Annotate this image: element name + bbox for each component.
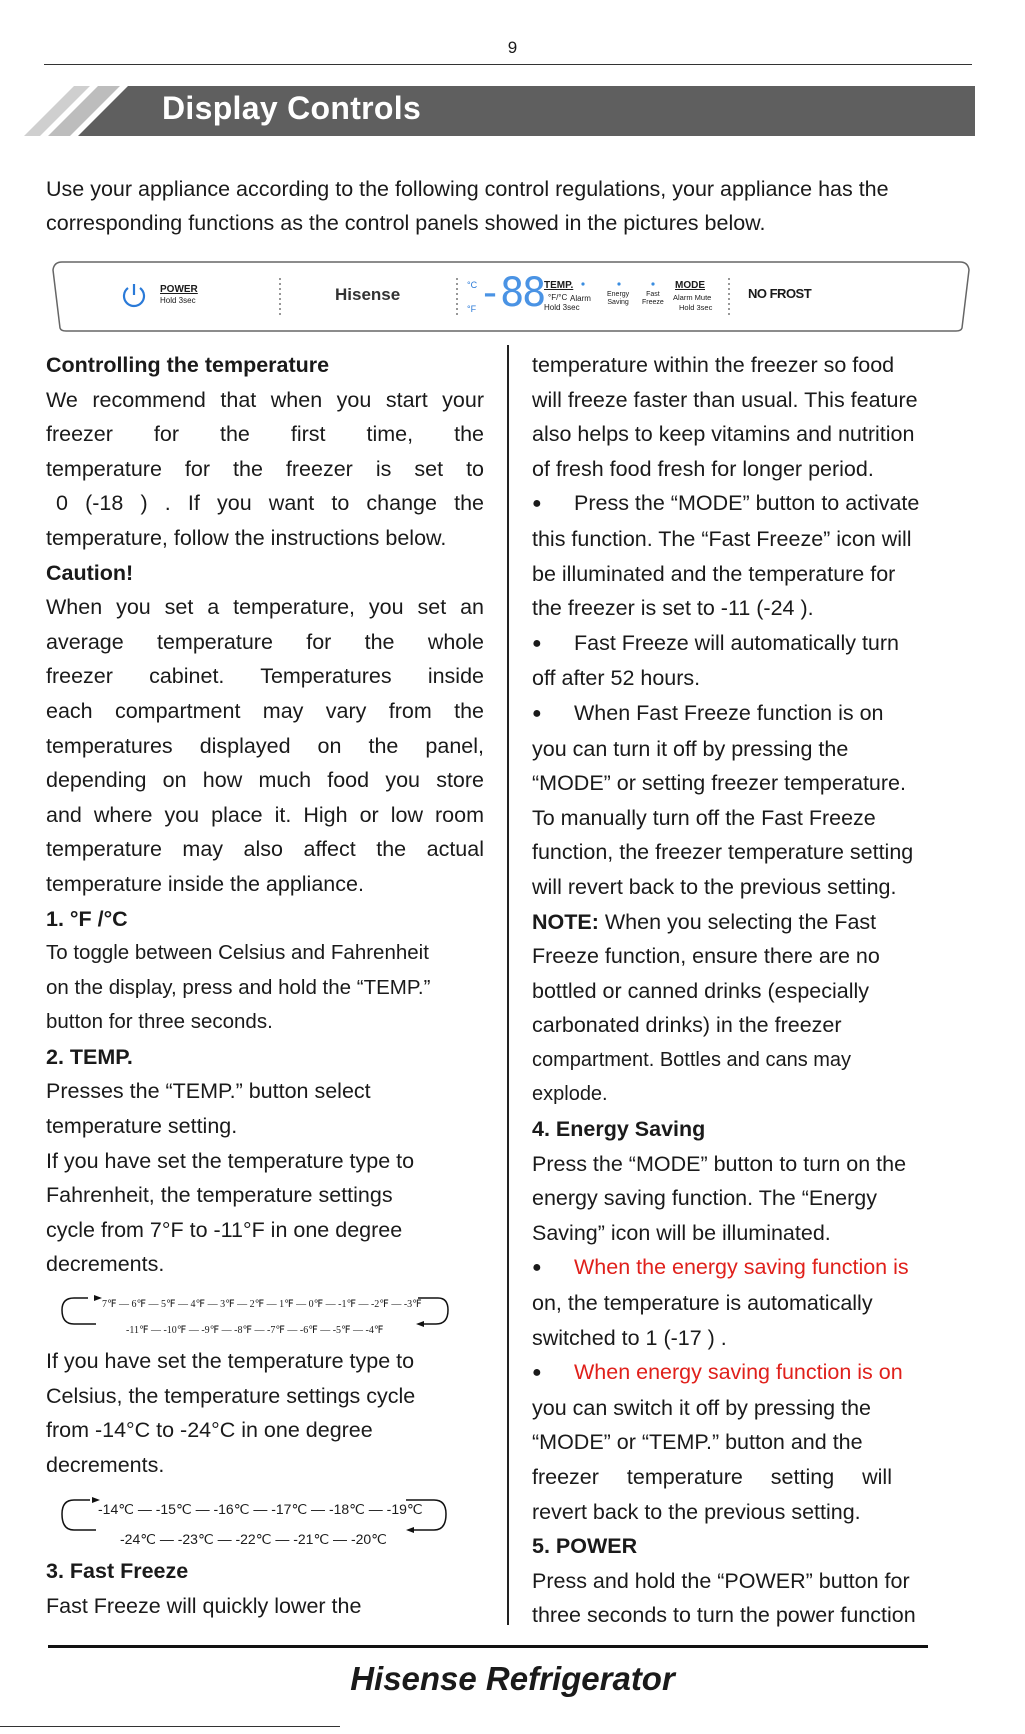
para-line: freezer cabinet. Temperatures inside (46, 664, 484, 689)
mode-label: MODE (675, 280, 705, 291)
para-line: this function. The “Fast Freeze” icon will (532, 526, 912, 551)
temp-units: °F/°C (548, 293, 568, 302)
celsius-cycle-diagram (46, 1482, 484, 1554)
para-line: switched to 1 (-17 ) . (532, 1325, 727, 1350)
para-line: temperature inside the appliance. (46, 871, 364, 896)
para-line: from -14°C to -24°C in one degree (46, 1418, 373, 1443)
para-line: Saving” icon will be illuminated. (532, 1220, 831, 1245)
page-number: 9 (507, 38, 518, 57)
para-line: Press and hold the “POWER” button for (532, 1568, 910, 1593)
para-line: each compartment may vary from the (46, 698, 484, 723)
bullet-item: ● When Fast Freeze function is on (532, 696, 974, 732)
intro-paragraph: Use your appliance according to the following control regulations, your appliance has the corresponding functions as the control panels showed in the pictures below. (46, 177, 889, 235)
unit-f: °F (467, 304, 477, 314)
para-line: you can switch it off by pressing the (532, 1395, 872, 1420)
para-line: off after 52 hours. (532, 666, 701, 691)
para-line: temperature, follow the instructions below. (46, 525, 447, 550)
celsius-bottom-row: -24℃ — -23℃ — -22℃ — -21℃ — -20℃ (120, 1531, 387, 1548)
power-hold: Hold 3sec (160, 296, 196, 305)
para-line: revert back to the previous setting. (532, 1499, 861, 1524)
para-line: When you set a temperature, you set an (46, 595, 484, 620)
para-line: carbonated drinks) in the freezer (532, 1013, 842, 1038)
bullet-icon: ● (532, 1259, 542, 1277)
heading-f-c: 1. °F /°C (46, 906, 128, 931)
heading-temp: 2. TEMP. (46, 1044, 133, 1069)
para-line: temperature setting. (46, 1114, 238, 1139)
mode-sub1: Alarm Mute (673, 293, 712, 302)
section-title: Display Controls (162, 90, 422, 126)
temp-hold: Hold 3sec (544, 303, 580, 312)
para-line: “MODE” or “TEMP.” button and the (532, 1430, 863, 1455)
bullet-icon: ● (532, 704, 542, 722)
para-line: on the display, press and hold the “TEMP.” (46, 975, 431, 999)
para-line: cycle from 7°F to -11°F in one degree (46, 1217, 403, 1242)
para-line: on, the temperature is automatically (532, 1291, 873, 1316)
para-line: 0 (-18 ) . If you want to change the (56, 491, 484, 516)
para-line: three seconds to turn the power function (532, 1603, 916, 1628)
fast-freeze-label: Fast Freeze (642, 291, 664, 306)
heading-energy-saving: 4. Energy Saving (532, 1117, 706, 1142)
para-line: “MODE” or setting freezer temperature. (532, 771, 906, 796)
para-line: bottled or canned drinks (especially (532, 978, 870, 1003)
para-line: temperature for the freezer is set to (46, 456, 484, 481)
digit-display: -88 (478, 270, 545, 316)
para-line: temperatures displayed on the panel, (46, 733, 484, 758)
para-line: temperature within the freezer so food (532, 353, 895, 377)
right-column (532, 348, 974, 1633)
para-line: of fresh food fresh for longer period. (532, 456, 874, 481)
para-line: average temperature for the whole (46, 629, 484, 654)
para-line: compartment. Bottles and cans may (532, 1048, 852, 1071)
para-line: button for three seconds. (46, 1010, 273, 1034)
bottom-rule (48, 1645, 928, 1648)
para-line: decrements. (46, 1452, 165, 1477)
para-line: If you have set the temperature type to (46, 1148, 415, 1173)
para-line: function, the freezer temperature setting (532, 840, 914, 865)
para-line: freezer for the first time, the (46, 422, 484, 447)
footer-brand: Hisense Refrigerator (350, 1660, 675, 1697)
bullet-icon: ● (532, 495, 542, 513)
bullet-item: ● Fast Freeze will automatically turn (532, 626, 974, 662)
fahrenheit-bottom-row: -11℉ — -10℉ — -9℉ — -8℉ — -7℉ — -6℉ — -5℉ — -4℉ (126, 1325, 384, 1337)
para-line: Presses the “TEMP.” button select (46, 1079, 371, 1104)
para-line: Press the “MODE” button to turn on the (532, 1151, 907, 1176)
nofrost-logo: NO FROST (748, 286, 812, 301)
para-line: the freezer is set to -11 (-24 ). (532, 596, 814, 621)
para-line: Celsius, the temperature settings cycle (46, 1383, 416, 1408)
fahrenheit-top-row: 7℉ — 6℉ — 5℉ — 4℉ — 3℉ — 2℉ — 1℉ — 0℉ — -1℉ — -2℉ — -3℉ (102, 1299, 422, 1311)
para-line: temperature may also affect the actual (46, 837, 484, 862)
para-line: explode. (532, 1083, 608, 1106)
bottom-edge-line (0, 1726, 340, 1727)
bullet-item: ● When the energy saving function is (532, 1250, 974, 1286)
unit-c: °C (467, 280, 478, 290)
power-label: POWER (160, 284, 198, 295)
power-icon (119, 280, 149, 310)
celsius-top-row: -14℃ — -15℃ — -16℃ — -17℃ — -18℃ — -19℃ (98, 1501, 423, 1518)
note-line: NOTE: When you selecting the Fast (532, 909, 877, 934)
temp-label: TEMP. (544, 280, 574, 291)
para-line: freezer temperature setting will (532, 1465, 892, 1489)
panel-brand: Hisense (335, 285, 401, 304)
para-line: Fahrenheit, the temperature settings (46, 1183, 393, 1208)
note-label: NOTE: (532, 909, 599, 934)
para-line: decrements. (46, 1252, 165, 1277)
heading-controlling: Controlling the temperature (46, 353, 330, 377)
heading-power: 5. POWER (532, 1534, 638, 1559)
para-line: you can turn it off by pressing the (532, 736, 849, 761)
para-line: also helps to keep vitamins and nutrition (532, 422, 915, 447)
heading-fast-freeze: 3. Fast Freeze (46, 1559, 189, 1584)
para-line: Fast Freeze will quickly lower the (46, 1594, 362, 1618)
top-rule (44, 64, 972, 65)
energy-saving-label: Energy Saving (607, 291, 630, 306)
para-line: If you have set the temperature type to (46, 1349, 415, 1374)
alarm-label: Alarm (570, 294, 591, 303)
left-column (46, 348, 484, 1624)
para-line: will revert back to the previous setting. (532, 874, 897, 899)
column-divider (507, 345, 509, 1625)
para-line: energy saving function. The “Energy (532, 1186, 877, 1211)
para-line: and where you place it. High or low room (46, 802, 484, 827)
bullet-icon: ● (532, 1364, 542, 1382)
bullet-icon: ● (532, 634, 542, 652)
fahrenheit-cycle-diagram (46, 1282, 484, 1344)
para-line: To manually turn off the Fast Freeze (532, 805, 876, 830)
heading-caution: Caution! (46, 560, 134, 585)
para-line: To toggle between Celsius and Fahrenheit (46, 941, 429, 965)
para-line: will freeze faster than usual. This feature (532, 387, 918, 412)
bullet-item: ● When energy saving function is on (532, 1355, 974, 1391)
bullet-item: ● Press the “MODE” button to activate (532, 486, 974, 522)
mode-sub2: Hold 3sec (679, 303, 713, 312)
para-line: We recommend that when you start your (46, 387, 484, 412)
para-line: be illuminated and the temperature for (532, 561, 896, 586)
para-line: depending on how much food you store (46, 768, 484, 793)
control-panel-illustration (52, 258, 970, 332)
para-line: Freeze function, ensure there are no (532, 944, 880, 969)
